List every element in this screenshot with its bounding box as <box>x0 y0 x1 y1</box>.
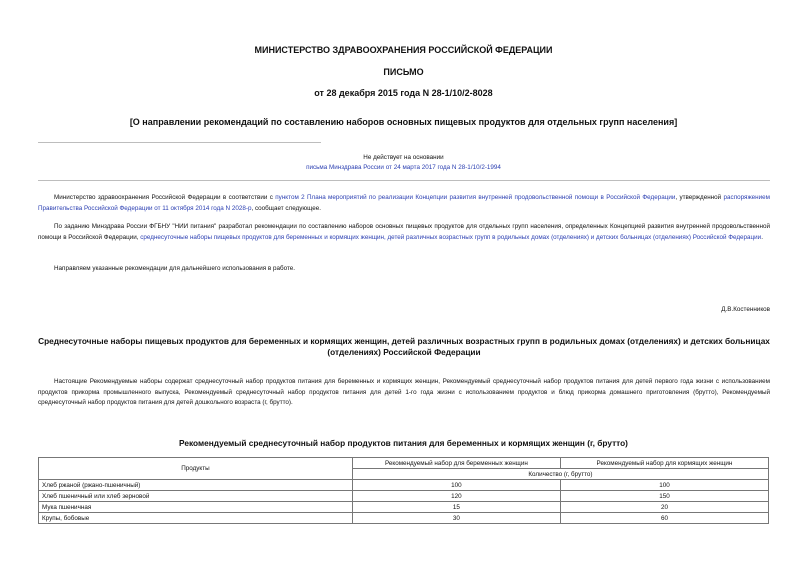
status-note-link-wrap <box>0 163 807 172</box>
para1-text-3: , сообщает следующее. <box>251 204 321 212</box>
para2-text-1: По заданию Минздрава России ФГБНУ "НИИ питания" разработал рекомендации по составлению наборов основных пищевых продуктов для отдельных групп населения, определенных Концепцией развития внутренней продовольственной помощи в Российской Федерации, <box>38 223 770 241</box>
food-set-table <box>38 457 769 524</box>
full-divider <box>38 180 770 181</box>
paragraph-scope: Настоящие Рекомендуемые наборы содержат среднесуточный набор продуктов питания для беременных и кормящих женщин, Рекомендуемый среднесуточный набор продуктов питания для детей первого года жизни с использованием продуктов прикорма промышленного выпуска, Рекомендуемый среднесуточный набор продуктов питания для детей 1-го года жизни с использованием продуктов и блюд прикорма домашнего приготовления (брутто), Рекомендуемый среднесуточный набор продуктов питания для детей дошкольного возраста (г, брутто). <box>38 378 770 407</box>
table-header-row <box>39 458 769 469</box>
plan-item-link[interactable]: пунктом 2 Плана мероприятий по реализации Концепции развития внутренней продовольственной помощи в Российской Федерации <box>275 194 676 201</box>
paragraph-assignment <box>38 222 770 243</box>
doc-subject: [О направлении рекомендаций по составлению наборов основных пищевых продуктов для отдельных групп населения] <box>129 117 678 127</box>
food-sets-link[interactable]: среднесуточные наборы пищевых продуктов для беременных и кормящих женщин, детей различных возрастных групп в родильных домах (отделениях) и детских больницах (отделениях) Российской Федерации <box>140 233 762 241</box>
col-header-nursing: Рекомендуемый набор для кормящих женщин <box>560 458 768 469</box>
paragraph-forward: Направляем указанные рекомендации для дальнейшего использования в работе. <box>54 265 296 272</box>
doc-type-heading: ПИСЬМО <box>383 67 424 77</box>
government-order-link[interactable]: распоряжением Правительства Российской Федерации от 11 октября 2014 года N 2028-р <box>38 194 770 212</box>
product-name: Хлеб ржаной (ржано-пшеничный) <box>39 480 353 491</box>
doc-date-number: от 28 декабря 2015 года N 28-1/10/2-8028 <box>314 88 493 98</box>
table-title: Рекомендуемый среднесуточный набор продуктов питания для беременных и кормящих женщин (г, брутто) <box>179 438 628 448</box>
para2-text-2: . <box>761 233 763 241</box>
table-row <box>39 491 769 502</box>
col-header-pregnant: Рекомендуемый набор для беременных женщин <box>352 458 560 469</box>
signature: Д.В.Костенников <box>721 306 770 313</box>
table-row <box>39 480 769 491</box>
unit-header: Количество (г, брутто) <box>352 469 768 480</box>
paragraph-intro <box>38 193 770 214</box>
status-note: Не действует на основании <box>363 154 444 161</box>
product-name: Мука пшеничная <box>39 502 353 513</box>
col-header-products: Продукты <box>39 458 353 480</box>
nursing-value: 100 <box>560 480 768 491</box>
nursing-value: 20 <box>560 502 768 513</box>
pregnant-value: 15 <box>352 502 560 513</box>
ministry-heading: МИНИСТЕРСТВО ЗДРАВООХРАНЕНИЯ РОССИЙСКОЙ ФЕДЕРАЦИИ <box>254 45 553 55</box>
pregnant-value: 100 <box>352 480 560 491</box>
table-row <box>39 513 769 524</box>
para1-text-1: Министерство здравоохранения Российской Федерации в соответствии с <box>54 194 276 201</box>
short-divider <box>38 142 321 143</box>
table-row <box>39 502 769 513</box>
pregnant-value: 120 <box>352 491 560 502</box>
status-document-link[interactable]: письма Минздрава России от 24 марта 2017 года N 28-1/10/2-1994 <box>306 164 501 171</box>
pregnant-value: 30 <box>352 513 560 524</box>
product-name: Крупы, бобовые <box>39 513 353 524</box>
para1-text-2: , утвержденной <box>675 194 724 201</box>
section-title: Среднесуточные наборы пищевых продуктов для беременных и кормящих женщин, детей различных возрастных групп в родильных домах (отделениях) и детских больницах (отделениях) Российской Федерации <box>38 336 770 357</box>
nursing-value: 150 <box>560 491 768 502</box>
product-name: Хлеб пшеничный или хлеб зерновой <box>39 491 353 502</box>
nursing-value: 60 <box>560 513 768 524</box>
